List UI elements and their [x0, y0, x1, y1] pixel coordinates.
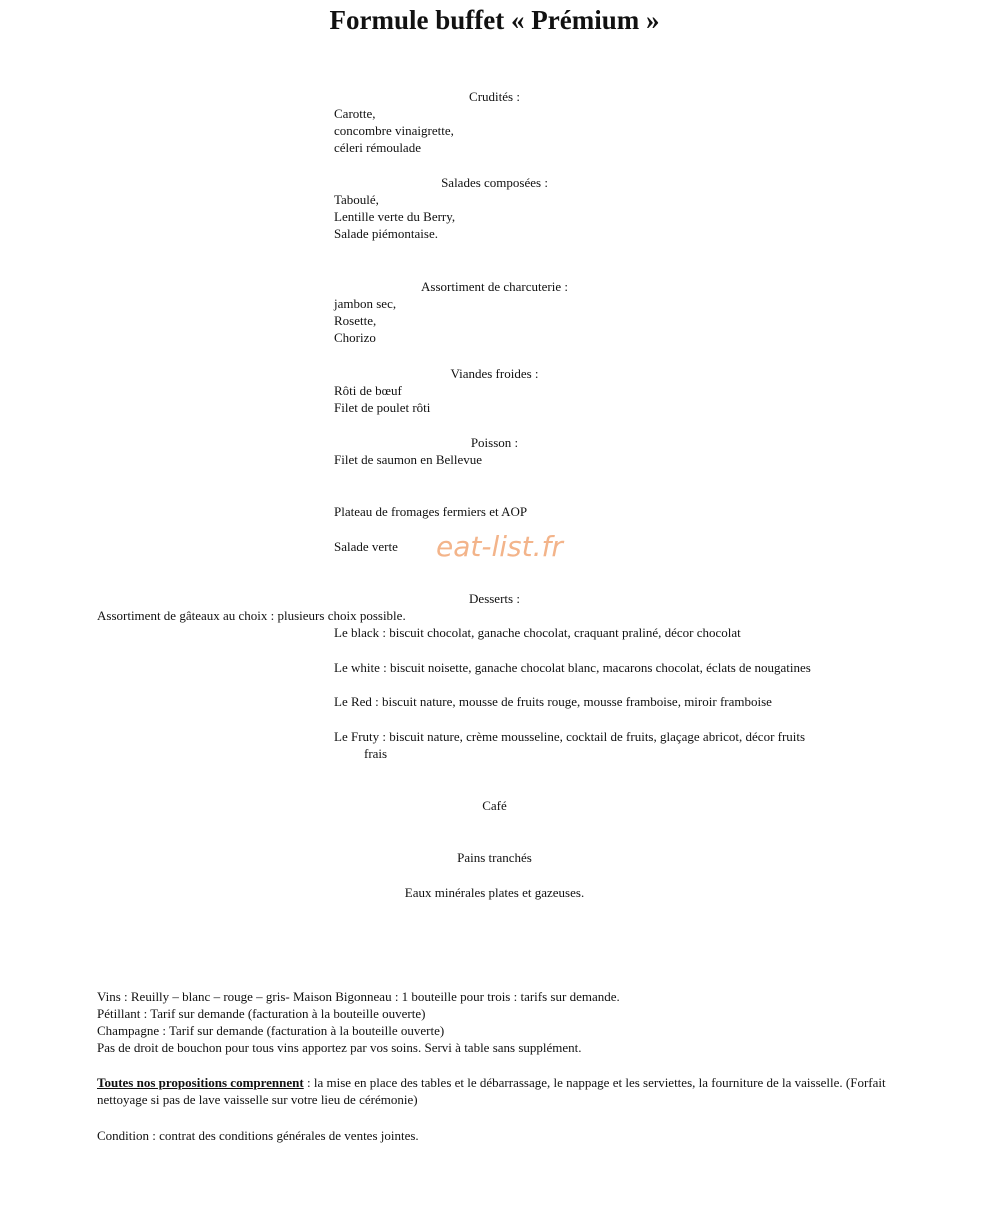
salades-heading: Salades composées :	[441, 175, 548, 190]
salades-list	[334, 191, 934, 242]
list-item: Rôti de bœuf	[334, 383, 402, 398]
list-item: céleri rémoulade	[334, 140, 421, 155]
boisson-line: Champagne : Tarif sur demande (facturation à la bouteille ouverte)	[97, 1023, 445, 1038]
page-title: Formule buffet « Prémium »	[329, 5, 660, 35]
crudites-heading: Crudités :	[469, 89, 520, 104]
charcuterie-heading: Assortiment de charcuterie :	[421, 279, 568, 294]
desserts-intro: Assortiment de gâteaux au choix : plusieurs choix possible.	[97, 608, 406, 623]
list-item: Taboulé,	[334, 192, 379, 207]
dessert-black: Le black : biscuit chocolat, ganache chocolat, craquant praliné, décor chocolat	[334, 625, 741, 640]
list-item: jambon sec,	[334, 296, 397, 311]
list-item: Carotte,	[334, 106, 376, 121]
crudites-list	[334, 105, 934, 156]
list-item: Rosette,	[334, 313, 377, 328]
watermark-logo: eat-list.fr	[436, 530, 563, 563]
condition-line: Condition : contrat des conditions générales de ventes jointes.	[97, 1128, 419, 1143]
fromages-line: Plateau de fromages fermiers et AOP	[334, 504, 528, 519]
list-item: concombre vinaigrette,	[334, 123, 454, 138]
charcuterie-list	[334, 295, 934, 346]
eaux-line: Eaux minérales plates et gazeuses.	[404, 885, 585, 900]
list-item: Lentille verte du Berry,	[334, 209, 456, 224]
propositions-label: Toutes nos propositions comprennent	[97, 1075, 304, 1090]
viandes-list	[334, 382, 934, 416]
pains-line: Pains tranchés	[457, 850, 532, 865]
viandes-heading: Viandes froides :	[450, 366, 539, 381]
dessert-red: Le Red : biscuit nature, mousse de fruits rouge, mousse framboise, miroir framboise	[334, 694, 772, 709]
propositions-paragraph	[97, 1074, 892, 1108]
propositions-text: : la mise en place des tables et le débarrassage, le nappage et les serviettes, la fourniture de la vaisselle. (Forfait nettoyage si pas de lave vaisselle sur votre lieu de cérémonie)	[97, 1075, 886, 1107]
boisson-line: Pas de droit de bouchon pour tous vins apportez par vos soins. Servi à table sans supplément.	[97, 1040, 582, 1055]
poisson-list	[334, 451, 934, 468]
dessert-fruty-line2: frais	[364, 746, 388, 761]
list-item: Filet de saumon en Bellevue	[334, 452, 483, 467]
desserts-heading: Desserts :	[469, 591, 520, 606]
dessert-white: Le white : biscuit noisette, ganache chocolat blanc, macarons chocolat, éclats de nougatines	[334, 660, 811, 675]
dessert-fruty	[334, 728, 894, 762]
boisson-line: Vins : Reuilly – blanc – rouge – gris- Maison Bigonneau : 1 bouteille pour trois : tarifs sur demande.	[97, 989, 620, 1004]
list-item: Salade piémontaise.	[334, 226, 438, 241]
boissons-block	[97, 988, 897, 1056]
cafe-line: Café	[482, 798, 507, 813]
boisson-line: Pétillant : Tarif sur demande (facturation à la bouteille ouverte)	[97, 1006, 426, 1021]
poisson-heading: Poisson :	[470, 435, 519, 450]
list-item: Filet de poulet rôti	[334, 400, 431, 415]
dessert-fruty-line1: Le Fruty : biscuit nature, crème mousseline, cocktail de fruits, glaçage abricot, décor fruits	[334, 729, 806, 744]
list-item: Chorizo	[334, 330, 376, 345]
salade-verte-line: Salade verte	[334, 539, 398, 554]
